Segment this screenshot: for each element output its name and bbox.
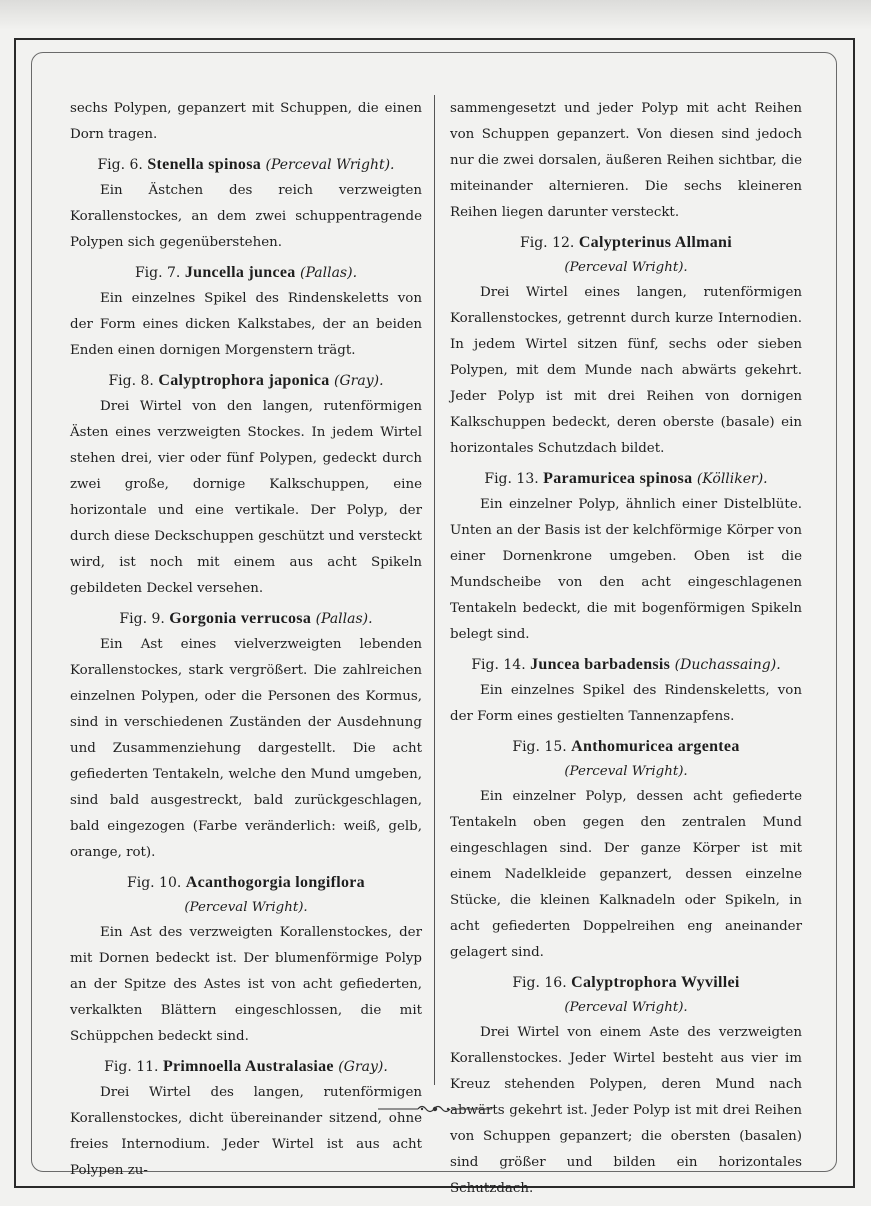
paragraph-continuation: sechs Polypen, gepanzert mit Schuppen, die einen Dorn tragen. <box>70 101 422 142</box>
species-author: (Kölliker). <box>696 471 768 487</box>
figure-heading-13 <box>450 466 802 492</box>
species-author: (Duchassaing). <box>674 657 781 673</box>
figure-description-7: Ein einzelnes Spikel des Rindenskeletts von der Form eines dicken Kalkstabes, der an beiden Enden einen dornigen Morgenstern trägt. <box>70 291 422 358</box>
figure-heading-15 <box>450 734 802 760</box>
figure-description-10: Ein Ast des verzweigten Korallenstockes, der mit Dornen bedeckt ist. Der blumenförmige Polyp an der Spitze des Astes ist von acht gefiederten, verkalkten Blättern eingeschlossen, die mit Schüppchen bedeckt sind. <box>70 925 422 1044</box>
figure-heading-11 <box>70 1054 422 1080</box>
figure-number: Fig. 15. <box>512 739 567 755</box>
species-name: Gorgonia verrucosa <box>169 610 312 627</box>
figure-heading-7 <box>70 260 422 286</box>
figure-number: Fig. 10. <box>127 875 182 891</box>
species-author: (Gray). <box>338 1059 388 1075</box>
figure-description-14: Ein einzelnes Spikel des Rindenskeletts, von der Form eines gestielten Tannenzapfens. <box>450 683 802 724</box>
species-name: Juncella juncea <box>184 264 296 281</box>
species-name: Calyptrophora Wyvillei <box>571 974 740 991</box>
figure-heading-10 <box>70 870 422 896</box>
figure-description-8: Drei Wirtel von den langen, rutenförmigen Ästen eines verzweigten Stockes. In jedem Wirtel stehen drei, vier oder fünf Polypen, gedeckt durch zwei große, dornige Kalkschuppen, eine horizontale und eine vertikale. Der Polyp, der durch diese Deckschuppen geschützt und versteckt wird, ist noch mit einem aus acht Spikeln gebildeten Deckel versehen. <box>70 399 422 596</box>
figure-heading-14 <box>450 652 802 678</box>
left-column <box>70 96 422 1188</box>
right-column <box>450 96 802 1206</box>
species-name: Anthomuricea argentea <box>571 738 740 755</box>
figure-number: Fig. 9. <box>119 611 165 627</box>
species-name: Paramuricea spinosa <box>543 470 693 487</box>
species-name: Stenella spinosa <box>147 156 262 173</box>
figure-number: Fig. 12. <box>520 235 575 251</box>
figure-number: Fig. 14. <box>471 657 526 673</box>
page-top-shadow <box>0 0 871 30</box>
species-name: Acanthogorgia longiflora <box>185 874 365 891</box>
figure-number: Fig. 13. <box>484 471 539 487</box>
figure-description-11: Drei Wirtel des langen, rutenförmigen Korallenstockes, dicht übereinander sitzend, ohne freies Internodium. Jeder Wirtel ist aus acht Polypen zu- <box>70 1085 422 1178</box>
figure-description-6: Ein Ästchen des reich verzweigten Korallenstockes, an dem zwei schuppentragende Polypen sich gegenüberstehen. <box>70 183 422 250</box>
figure-heading-12 <box>450 230 802 256</box>
species-author: (Perceval Wright). <box>564 260 688 275</box>
figure-heading-9 <box>70 606 422 632</box>
paragraph-continuation: sammengesetzt und jeder Polyp mit acht Reihen von Schuppen gepanzert. Von diesen sind jedoch nur die zwei dorsalen, äußeren Reihen sichtbar, die miteinander alternieren. Die sechs kleineren Reihen liegen darunter versteckt. <box>450 101 802 220</box>
figure-description-16: Drei Wirtel von einem Aste des verzweigten Korallenstockes. Jeder Wirtel besteht aus vier im Kreuz stehenden Polypen, deren Mund nach abwärts gekehrt ist. Jeder Polyp ist mit drei Reihen von Schuppen gepanzert; die obersten (basalen) sind größer und bilden ein horizontales Schutzdach. <box>450 1025 802 1196</box>
figure-heading-6 <box>70 152 422 178</box>
species-author: (Gray). <box>334 373 384 389</box>
figure-number: Fig. 11. <box>104 1059 159 1075</box>
figure-description-15: Ein einzelner Polyp, dessen acht gefiederte Tentakeln oben gegen den zentralen Mund eingeschlagen sind. Der ganze Körper ist mit einem Nadelkleide gepanzert, dessen einzelne Stücke, die kleinen Kalknadeln oder Spikeln, in acht gefiederten Doppelreihen eng aneinander gelagert sind. <box>450 789 802 960</box>
figure-number: Fig. 7. <box>134 265 181 281</box>
species-name: Calypterinus Allmani <box>578 234 732 251</box>
column-divider <box>434 95 435 1085</box>
figure-heading-8 <box>70 368 422 394</box>
figure-number: Fig. 8. <box>108 373 154 389</box>
figure-heading-16 <box>450 970 802 996</box>
species-name: Primnoella Australasiae <box>162 1058 334 1075</box>
species-author: (Perceval Wright). <box>564 764 688 779</box>
figure-number: Fig. 16. <box>512 975 567 991</box>
figure-number: Fig. 6. <box>97 157 143 173</box>
species-author: (Pallas). <box>300 265 358 281</box>
species-author: (Pallas). <box>315 611 373 627</box>
figure-description-13: Ein einzelner Polyp, ähnlich einer Distelblüte. Unten an der Basis ist der kelchförmige Körper von einer Dornenkrone umgeben. Oben ist die Mundscheibe von den acht eingeschlagenen Tentakeln bedeckt, die mit bogenförmigen Spikeln belegt sind. <box>450 497 802 642</box>
figure-description-12: Drei Wirtel eines langen, rutenförmigen Korallenstockes, getrennt durch kurze Internodien. In jedem Wirtel sitzen fünf, sechs oder sieben Polypen, mit dem Munde nach abwärts gekehrt. Jeder Polyp ist mit drei Reihen von dornigen Kalkschuppen bedeckt, deren oberste (basale) ein horizontales Schutzdach bildet. <box>450 285 802 456</box>
species-author: (Perceval Wright). <box>265 157 395 173</box>
species-author: (Perceval Wright). <box>564 1000 688 1015</box>
species-author: (Perceval Wright). <box>184 900 308 915</box>
figure-description-9: Ein Ast eines vielverzweigten lebenden Korallenstockes, stark vergrößert. Die zahlreichen einzelnen Polypen, oder die Personen des Kormus, sind in verschiedenen Zuständen der Ausdehnung und Zusammenziehung dargestellt. Die acht gefiederten Tentakeln, welche den Mund umgeben, sind bald ausgestreckt, bald zurückgeschlagen, bald eingezogen (Farbe veränderlich: weiß, gelb, orange, rot). <box>70 637 422 860</box>
ornamental-divider-icon <box>378 1102 492 1116</box>
species-name: Juncea barbadensis <box>530 656 671 673</box>
species-name: Calyptrophora japonica <box>158 372 330 389</box>
